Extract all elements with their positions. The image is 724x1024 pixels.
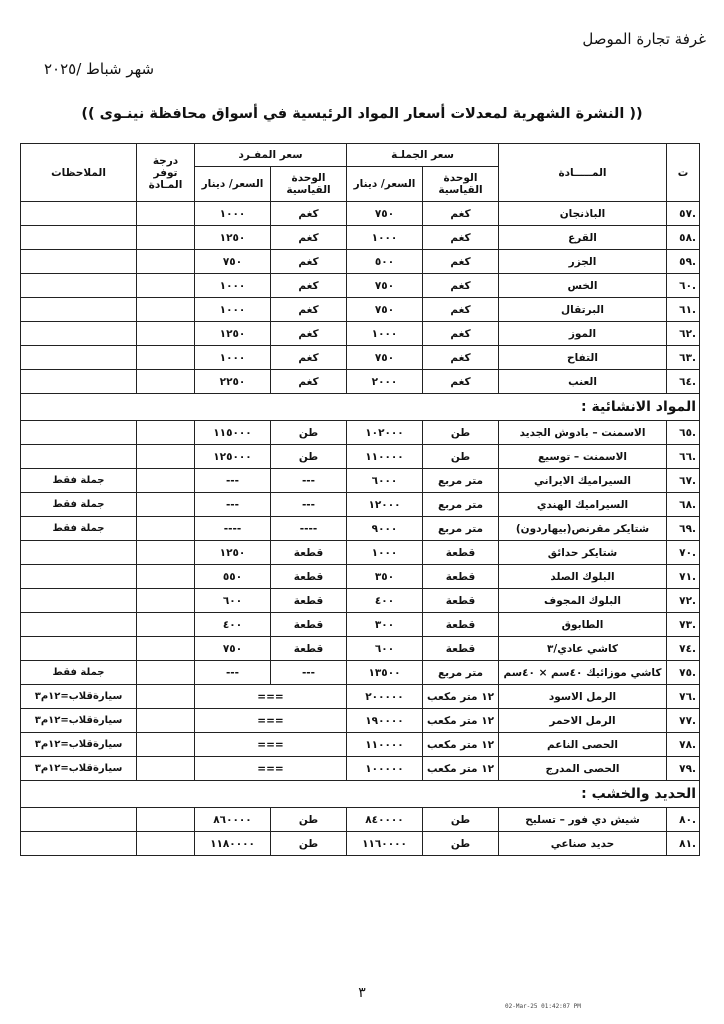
notes [21, 298, 137, 322]
table-row [21, 661, 700, 685]
notes [21, 589, 137, 613]
notes [21, 202, 137, 226]
availability [137, 832, 195, 856]
wholesale-price: ٨٤٠٠٠٠ [347, 808, 423, 832]
retail-unit: --- [271, 469, 347, 493]
notes [21, 541, 137, 565]
retail-unit: طن [271, 445, 347, 469]
table-row [21, 322, 700, 346]
retail-unit: كغم [271, 346, 347, 370]
material-name: الاسمنت – توسيع [499, 445, 667, 469]
wholesale-price: ٦٠٠٠ [347, 469, 423, 493]
table-row [21, 226, 700, 250]
material-name: السيراميك الايراني [499, 469, 667, 493]
retail-merged: === [195, 709, 347, 733]
table-row [21, 370, 700, 394]
wholesale-price: ١٣٥٠٠ [347, 661, 423, 685]
wholesale-unit: ١٢ متر مكعب [423, 685, 499, 709]
wholesale-unit: كغم [423, 298, 499, 322]
availability [137, 541, 195, 565]
col-header-retail: سعر المفـرد [195, 144, 347, 167]
wholesale-unit: كغم [423, 226, 499, 250]
material-name: البلوك الصلد [499, 565, 667, 589]
availability [137, 226, 195, 250]
material-name: الموز [499, 322, 667, 346]
retail-unit: --- [271, 493, 347, 517]
wholesale-price: ٢٠٠٠٠٠ [347, 685, 423, 709]
retail-price: ١٠٠٠ [195, 202, 271, 226]
availability [137, 637, 195, 661]
table-row [21, 832, 700, 856]
wholesale-unit: طن [423, 445, 499, 469]
table-row [21, 493, 700, 517]
item-number: .٦٠ [667, 274, 700, 298]
item-number: .٧٠ [667, 541, 700, 565]
item-number: .٥٩ [667, 250, 700, 274]
table-row [21, 709, 700, 733]
table-row [21, 445, 700, 469]
availability [137, 565, 195, 589]
wholesale-price: ٢٠٠٠ [347, 370, 423, 394]
notes [21, 565, 137, 589]
availability [137, 421, 195, 445]
notes: سيارةقلاب=١٢م٣ [21, 709, 137, 733]
wholesale-unit: كغم [423, 346, 499, 370]
wholesale-unit: متر مربع [423, 469, 499, 493]
retail-price: ٦٠٠ [195, 589, 271, 613]
wholesale-price: ١٠٠٠٠٠ [347, 757, 423, 781]
availability [137, 370, 195, 394]
section-header-row [21, 394, 700, 421]
retail-unit: طن [271, 832, 347, 856]
retail-unit: قطعة [271, 613, 347, 637]
wholesale-unit: ١٢ متر مكعب [423, 709, 499, 733]
retail-unit: طن [271, 421, 347, 445]
wholesale-price: ١٠٠٠ [347, 541, 423, 565]
notes: جملة فقط [21, 517, 137, 541]
notes [21, 226, 137, 250]
retail-unit: طن [271, 808, 347, 832]
report-month: شهر شباط /٢٠٢٥ [44, 60, 155, 78]
material-name: الباذنجان [499, 202, 667, 226]
item-number: .٧١ [667, 565, 700, 589]
availability [137, 613, 195, 637]
availability [137, 733, 195, 757]
col-header-availability: درجة توفر المـادة [137, 144, 195, 202]
item-number: .٧٥ [667, 661, 700, 685]
retail-price: ٤٠٠ [195, 613, 271, 637]
item-number: .٧٣ [667, 613, 700, 637]
retail-price: ١٠٠٠ [195, 346, 271, 370]
table-row [21, 541, 700, 565]
page-number: ٣ [358, 985, 366, 1001]
wholesale-price: ١٠٠٠ [347, 322, 423, 346]
notes: جملة فقط [21, 493, 137, 517]
retail-unit: كغم [271, 250, 347, 274]
wholesale-unit: ١٢ متر مكعب [423, 757, 499, 781]
item-number: .٦٨ [667, 493, 700, 517]
item-number: .٦٩ [667, 517, 700, 541]
retail-price: ١٢٥٠ [195, 322, 271, 346]
material-name: كاشي عادي/٣ [499, 637, 667, 661]
notes [21, 445, 137, 469]
item-number: .٦٦ [667, 445, 700, 469]
wholesale-price: ٧٥٠ [347, 298, 423, 322]
material-name: الرمل الاسود [499, 685, 667, 709]
item-number: .٦٥ [667, 421, 700, 445]
notes: جملة فقط [21, 469, 137, 493]
retail-unit: قطعة [271, 589, 347, 613]
material-name: القرع [499, 226, 667, 250]
availability [137, 808, 195, 832]
notes [21, 808, 137, 832]
wholesale-price: ١١٠٠٠٠ [347, 445, 423, 469]
table-row [21, 517, 700, 541]
notes: سيارةقلاب=١٢م٣ [21, 733, 137, 757]
material-name: الرمل الاحمر [499, 709, 667, 733]
wholesale-unit: متر مربع [423, 517, 499, 541]
item-number: .٦٧ [667, 469, 700, 493]
availability [137, 493, 195, 517]
material-name: شتايكر مقرنص(بيهاردون) [499, 517, 667, 541]
material-name: الطابوق [499, 613, 667, 637]
table-row [21, 298, 700, 322]
retail-merged: === [195, 685, 347, 709]
notes: سيارةقلاب=١٢م٣ [21, 685, 137, 709]
table-row [21, 808, 700, 832]
availability [137, 445, 195, 469]
retail-unit: كغم [271, 202, 347, 226]
item-number: .٦٤ [667, 370, 700, 394]
col-header-wholesale: سعر الجملـة [347, 144, 499, 167]
availability [137, 709, 195, 733]
table-row [21, 421, 700, 445]
col-header-no: ت [667, 144, 700, 202]
wholesale-unit: قطعة [423, 637, 499, 661]
retail-unit: كغم [271, 370, 347, 394]
section-title: المواد الانشائية : [21, 394, 700, 421]
material-name: الجزر [499, 250, 667, 274]
notes [21, 613, 137, 637]
notes [21, 322, 137, 346]
item-number: .٨١ [667, 832, 700, 856]
item-number: .٧٦ [667, 685, 700, 709]
table-row [21, 589, 700, 613]
retail-price: ١٢٥٠ [195, 226, 271, 250]
section-title: الحديد والخشب : [21, 781, 700, 808]
retail-unit: قطعة [271, 541, 347, 565]
wholesale-price: ٧٥٠ [347, 202, 423, 226]
retail-price: --- [195, 493, 271, 517]
table-row [21, 637, 700, 661]
wholesale-price: ٦٠٠ [347, 637, 423, 661]
retail-unit: ---- [271, 517, 347, 541]
wholesale-unit: متر مربع [423, 493, 499, 517]
material-name: البرتقال [499, 298, 667, 322]
wholesale-price: ١٠٢٠٠٠ [347, 421, 423, 445]
availability [137, 757, 195, 781]
col-header-retail-price: السعر/ دينار [195, 167, 271, 202]
table-row [21, 733, 700, 757]
col-header-retail-unit: الوحدة القياسية [271, 167, 347, 202]
wholesale-unit: قطعة [423, 565, 499, 589]
wholesale-unit: كغم [423, 250, 499, 274]
retail-price: ١٢٥٠٠٠ [195, 445, 271, 469]
notes [21, 370, 137, 394]
retail-price: ٢٢٥٠ [195, 370, 271, 394]
wholesale-price: ٤٠٠ [347, 589, 423, 613]
material-name: الاسمنت – بادوش الجديد [499, 421, 667, 445]
retail-price: ---- [195, 517, 271, 541]
material-name: التفاح [499, 346, 667, 370]
notes [21, 421, 137, 445]
item-number: .٦٢ [667, 322, 700, 346]
availability [137, 298, 195, 322]
material-name: البلوك المجوف [499, 589, 667, 613]
wholesale-unit: كغم [423, 202, 499, 226]
retail-price: --- [195, 469, 271, 493]
item-number: .٥٨ [667, 226, 700, 250]
col-header-wholesale-unit: الوحدة القياسية [423, 167, 499, 202]
availability [137, 274, 195, 298]
section-header-row [21, 781, 700, 808]
availability [137, 322, 195, 346]
material-name: العنب [499, 370, 667, 394]
notes [21, 250, 137, 274]
notes [21, 274, 137, 298]
item-number: .٦٣ [667, 346, 700, 370]
retail-price: ٧٥٠ [195, 637, 271, 661]
availability [137, 661, 195, 685]
availability [137, 346, 195, 370]
material-name: السيراميك الهندي [499, 493, 667, 517]
wholesale-price: ١٠٠٠ [347, 226, 423, 250]
retail-price: ١٠٠٠ [195, 298, 271, 322]
retail-price: ١١٨٠٠٠٠ [195, 832, 271, 856]
availability [137, 589, 195, 613]
wholesale-unit: قطعة [423, 613, 499, 637]
wholesale-price: ١١٠٠٠٠ [347, 733, 423, 757]
retail-unit: قطعة [271, 565, 347, 589]
retail-unit: كغم [271, 274, 347, 298]
wholesale-unit: قطعة [423, 589, 499, 613]
item-number: .٥٧ [667, 202, 700, 226]
col-header-notes: الملاحظات [21, 144, 137, 202]
retail-price: ٨٦٠٠٠٠ [195, 808, 271, 832]
item-number: .٦١ [667, 298, 700, 322]
retail-unit: كغم [271, 298, 347, 322]
wholesale-unit: كغم [423, 274, 499, 298]
material-name: شيش دي فور – تسليح [499, 808, 667, 832]
wholesale-unit: طن [423, 421, 499, 445]
wholesale-price: ١٢٠٠٠ [347, 493, 423, 517]
item-number: .٨٠ [667, 808, 700, 832]
notes [21, 346, 137, 370]
retail-unit: كغم [271, 226, 347, 250]
availability [137, 250, 195, 274]
item-number: .٧٤ [667, 637, 700, 661]
wholesale-unit: طن [423, 832, 499, 856]
wholesale-unit: كغم [423, 322, 499, 346]
retail-unit: كغم [271, 322, 347, 346]
availability [137, 685, 195, 709]
col-header-material: المـــــادة [499, 144, 667, 202]
item-number: .٧٩ [667, 757, 700, 781]
retail-unit: --- [271, 661, 347, 685]
wholesale-unit: قطعة [423, 541, 499, 565]
col-header-wholesale-price: السعر/ دينار [347, 167, 423, 202]
print-timestamp: 02-Mar-25 01:42:07 PM [505, 1003, 581, 1010]
item-number: .٧٢ [667, 589, 700, 613]
retail-unit: قطعة [271, 637, 347, 661]
material-name: الحصى المدرج [499, 757, 667, 781]
table-row [21, 250, 700, 274]
material-name: الحصى الناعم [499, 733, 667, 757]
organization-name: غرفة تجارة الموصل [582, 30, 706, 48]
wholesale-price: ٥٠٠ [347, 250, 423, 274]
wholesale-price: ٧٥٠ [347, 346, 423, 370]
notes: سيارةقلاب=١٢م٣ [21, 757, 137, 781]
wholesale-unit: كغم [423, 370, 499, 394]
item-number: .٧٨ [667, 733, 700, 757]
notes: جملة فقط [21, 661, 137, 685]
table-row [21, 685, 700, 709]
table-row [21, 202, 700, 226]
availability [137, 469, 195, 493]
wholesale-price: ٣٥٠ [347, 565, 423, 589]
table-row [21, 346, 700, 370]
material-name: شتايكر حدائق [499, 541, 667, 565]
wholesale-price: ٧٥٠ [347, 274, 423, 298]
table-row [21, 757, 700, 781]
price-table [20, 143, 700, 856]
retail-price: ١٠٠٠ [195, 274, 271, 298]
retail-price: --- [195, 661, 271, 685]
wholesale-price: ٩٠٠٠ [347, 517, 423, 541]
wholesale-unit: متر مربع [423, 661, 499, 685]
document-title: (( النشرة الشهرية لمعدلات أسعار المواد الرئيسية في أسواق محافظة نينـوى )) [81, 106, 643, 122]
wholesale-unit: ١٢ متر مكعب [423, 733, 499, 757]
notes [21, 637, 137, 661]
retail-merged: === [195, 733, 347, 757]
availability [137, 202, 195, 226]
retail-merged: === [195, 757, 347, 781]
table-row [21, 565, 700, 589]
table-row [21, 469, 700, 493]
notes [21, 832, 137, 856]
item-number: .٧٧ [667, 709, 700, 733]
wholesale-price: ١٩٠٠٠٠ [347, 709, 423, 733]
wholesale-price: ٣٠٠ [347, 613, 423, 637]
wholesale-unit: طن [423, 808, 499, 832]
table-row [21, 274, 700, 298]
availability [137, 517, 195, 541]
retail-price: ١٢٥٠ [195, 541, 271, 565]
wholesale-price: ١١٦٠٠٠٠ [347, 832, 423, 856]
material-name: الخس [499, 274, 667, 298]
material-name: كاشي موزائيك ٤٠سم × ٤٠سم [499, 661, 667, 685]
material-name: حديد صناعي [499, 832, 667, 856]
retail-price: ٥٥٠ [195, 565, 271, 589]
retail-price: ٧٥٠ [195, 250, 271, 274]
retail-price: ١١٥٠٠٠ [195, 421, 271, 445]
table-row [21, 613, 700, 637]
